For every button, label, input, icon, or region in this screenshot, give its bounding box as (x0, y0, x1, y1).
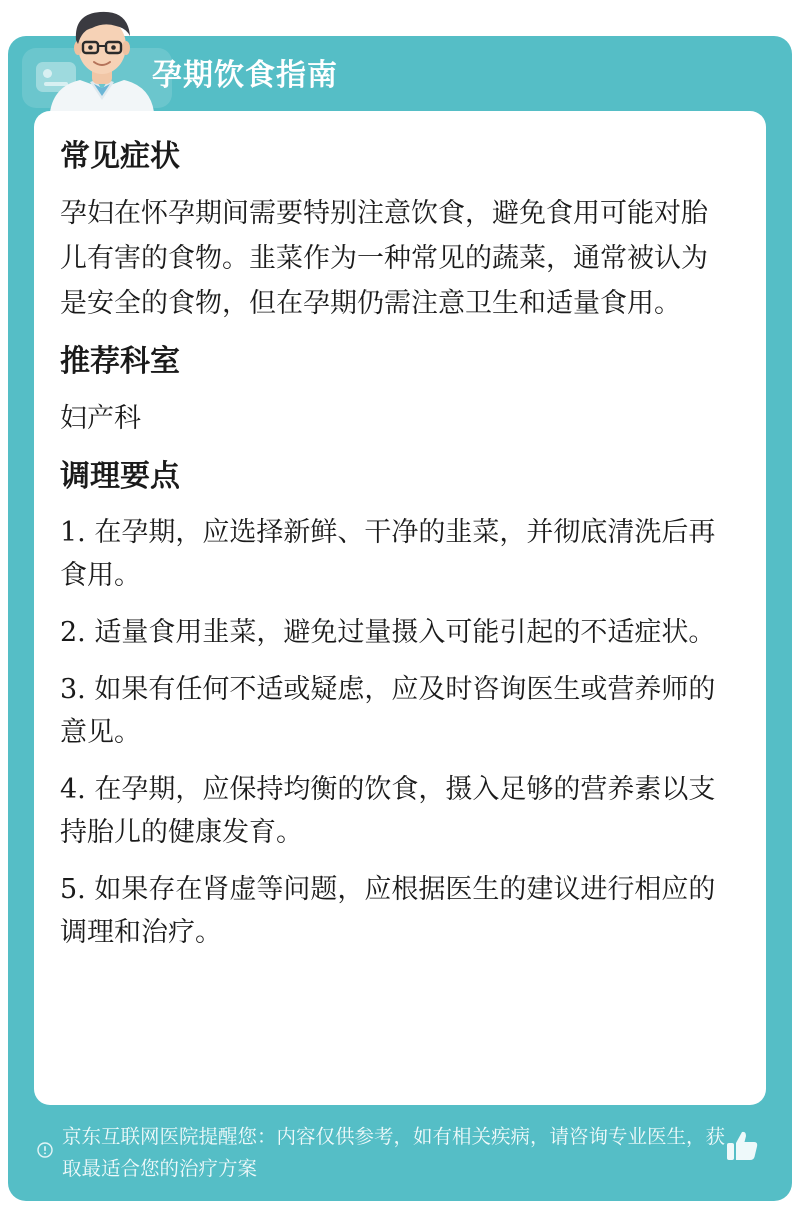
doctor-avatar-icon (42, 4, 162, 112)
section-heading-care-tips: 调理要点 (60, 459, 180, 494)
section-heading-department: 推荐科室 (60, 344, 180, 379)
content-card (34, 111, 766, 1105)
content-body (60, 137, 732, 968)
section-body-department: 妇产科 (60, 403, 141, 434)
page-title: 孕期饮食指南 (152, 58, 338, 93)
list-item-text: 如果存在肾虚等问题，应根据医生的建议进行相应的调理和治疗。 (60, 874, 716, 948)
section-heading-symptoms: 常见症状 (60, 139, 180, 174)
list-item-number: 1. (60, 517, 86, 548)
list-item (60, 668, 732, 754)
list-item-number: 2. (60, 617, 86, 648)
list-item (60, 511, 732, 597)
list-item-text: 如果有任何不适或疑虑，应及时咨询医生或营养师的意见。 (60, 674, 716, 748)
list-item-text: 在孕期，应选择新鲜、干净的韭菜，并彻底清洗后再食用。 (60, 517, 716, 591)
list-item-number: 4. (60, 774, 86, 805)
list-item-text: 在孕期，应保持均衡的饮食，摄入足够的营养素以支持胎儿的健康发育。 (60, 774, 716, 848)
info-icon (37, 1142, 53, 1158)
list-item-text: 适量食用韭菜，避免过量摄入可能引起的不适症状。 (94, 617, 716, 648)
disclaimer-notice: 京东互联网医院提醒您：内容仅供参考，如有相关疾病，请咨询专业医生，获取最适合您的治疗方案 (62, 1125, 726, 1180)
list-item (60, 868, 732, 954)
list-item-number: 3. (60, 674, 86, 705)
thumbs-up-icon[interactable] (724, 1128, 760, 1164)
list-item-number: 5. (60, 874, 86, 905)
list-item (60, 768, 732, 854)
section-body-symptoms: 孕妇在怀孕期间需要特别注意饮食，避免食用可能对胎儿有害的食物。韭菜作为一种常见的蔬菜，通常被认为是安全的食物，但在孕期仍需注意卫生和适量食用。 (60, 198, 708, 319)
list-item (60, 611, 732, 654)
